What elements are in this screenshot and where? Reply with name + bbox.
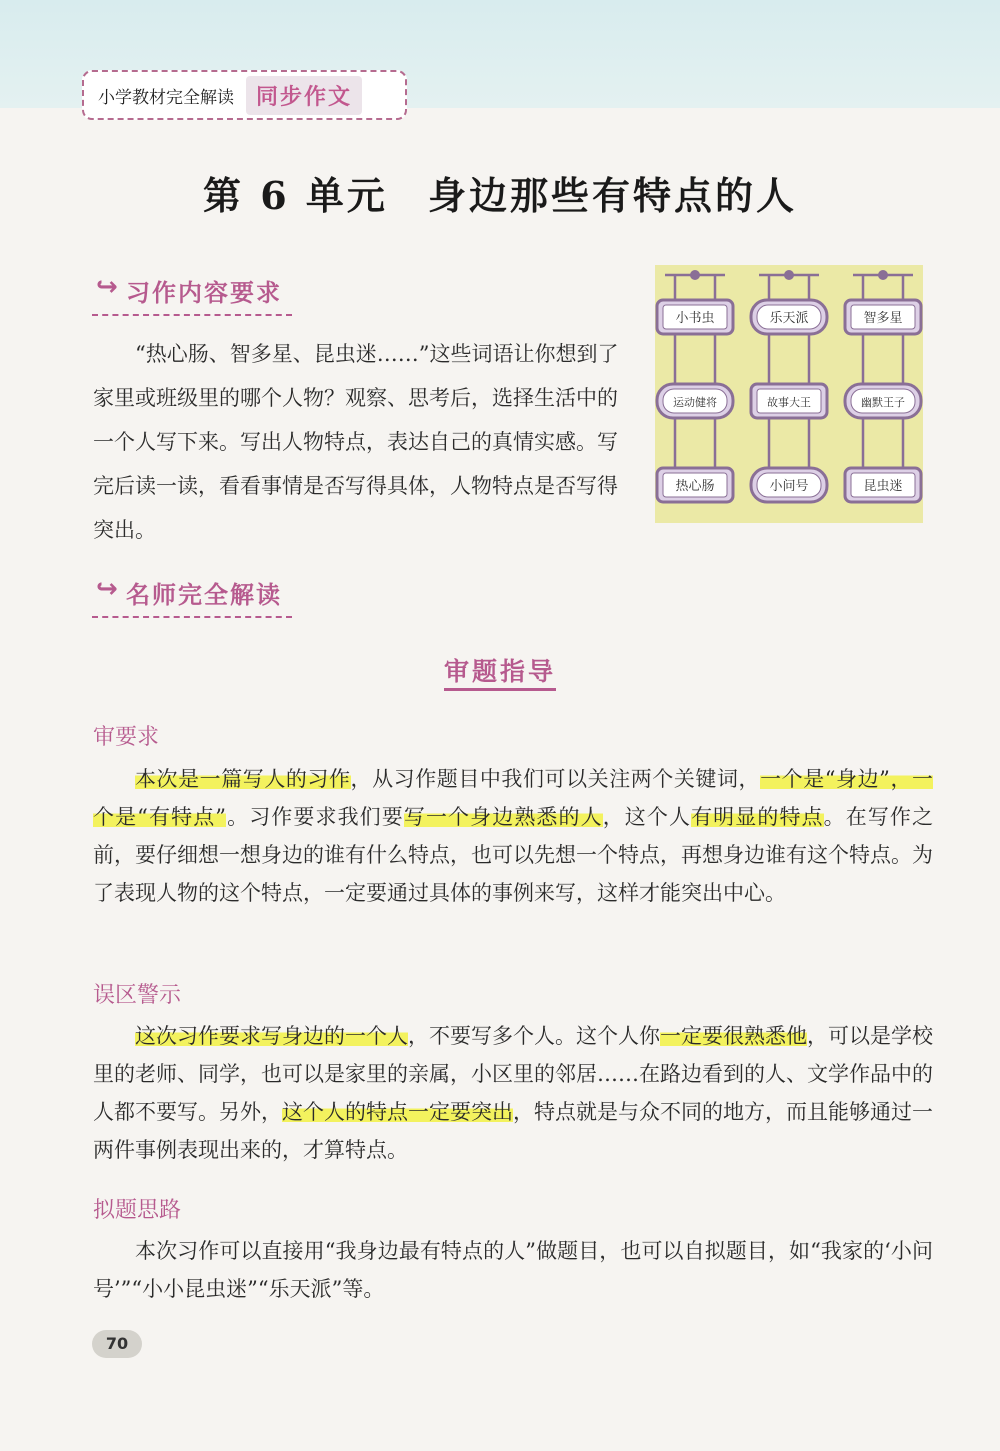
plaque: [751, 300, 827, 334]
highlighted-text: 这个人的特点一定要突出: [282, 1100, 513, 1124]
guide-title: [0, 652, 1000, 688]
unit-title: [0, 165, 1000, 220]
highlighted-text: 一定要很熟悉他: [660, 1024, 807, 1048]
body-text: 。习作要求我们要: [226, 805, 404, 829]
highlighted-text: 这次习作要求写身边的一个人: [135, 1024, 408, 1048]
plaque-label: 幽默王子: [861, 396, 905, 409]
plaque: [845, 384, 921, 418]
body-text: ，可以是学校里的老师、同学，也可以是家里的亲属，小区里的邻居……在路边看到的人、文学作品中的人都不要写。另外，: [93, 1024, 933, 1124]
body-text: ，这个人: [602, 805, 692, 829]
section-label-guide: [92, 572, 292, 618]
section-label-text: 习作内容要求: [126, 278, 282, 307]
page-number: 70: [92, 1330, 142, 1358]
hook-icon: ↪: [96, 272, 120, 302]
highlighted-text: 写一个身边熟悉的人: [403, 805, 603, 829]
plaque-label: 昆虫迷: [863, 479, 903, 494]
guide-title-text: 审题指导: [444, 657, 556, 691]
highlighted-text: 本次是一篇写人的习作: [135, 767, 351, 791]
requirements-text: “热心肠、智多星、昆虫迷……”这些词语让你想到了家里或班级里的哪个人物？观察、思考后，选择生活中的一个人写下来。写出人物特点，表达自己的真情实感。写完后读一读，看看事情是否写得具体，人物特点是否写得突出。: [93, 342, 619, 542]
unit-number: 第 6 单元: [203, 173, 388, 218]
body-text: ，特点就是与众不同的地方，而且能够通过一两件事例表现出来的，才算特点。: [93, 1100, 933, 1162]
plaque: [845, 300, 921, 334]
plaque: [845, 468, 921, 502]
paragraph-pitfalls: [93, 1017, 933, 1169]
plaque-board-illustration: [655, 265, 923, 523]
plaque: [657, 468, 733, 502]
hook-icon: ↪: [96, 574, 120, 604]
plaque-label: 小书虫: [675, 311, 715, 326]
plaque: [751, 468, 827, 502]
paragraph-requirements: [93, 760, 933, 912]
nail-icon: [878, 270, 888, 280]
unit-name: 身边那些有特点的人: [427, 173, 797, 218]
subhead-title-ideas: 拟题思路: [93, 1198, 182, 1223]
body-text: 。在写作之前，要仔细想一想身边的谁有什么特点，也可以先想一个特点，再想身边谁有这个特点。为了表现人物的这个特点，一定要通过具体的事例来写，这样才能突出中心。: [93, 805, 934, 905]
header-banner: [82, 70, 407, 120]
body-text: ，不要写多个人。这个人你: [408, 1024, 660, 1048]
plaque: [751, 384, 827, 418]
section-label-text: 名师完全解读: [126, 580, 282, 609]
plaque-board-svg: [655, 265, 923, 523]
series-title: 小学教材完全解读: [98, 87, 234, 108]
nail-icon: [784, 270, 794, 280]
plaque: [657, 300, 733, 334]
plaque: [657, 384, 733, 418]
subhead-requirements: 审要求: [93, 725, 160, 750]
plaque-label: 小问号: [769, 479, 809, 494]
section-label-requirements: [92, 270, 292, 316]
highlighted-text: 有明显的特点: [691, 805, 824, 829]
plaque-label: 智多星: [863, 311, 903, 326]
plaque-label: 乐天派: [769, 311, 809, 326]
plaque-label: 运动健将: [673, 396, 717, 409]
body-text: ，从习作题目中我们可以关注两个关键词，: [350, 767, 761, 791]
series-tag: 同步作文: [246, 76, 362, 115]
nail-icon: [690, 270, 700, 280]
paragraph-title-ideas: 本次习作可以直接用“我身边最有特点的人”做题目，也可以自拟题目，如“我家的‘小问号’”“小小昆虫迷”“乐天派”等。: [93, 1239, 933, 1301]
plaque-label: 热心肠: [675, 479, 715, 494]
highlighted-text: 一个是“身边”，一个是“有特点”: [93, 767, 934, 829]
plaque-label: 故事大王: [767, 396, 811, 409]
subhead-pitfalls: 误区警示: [93, 983, 182, 1008]
